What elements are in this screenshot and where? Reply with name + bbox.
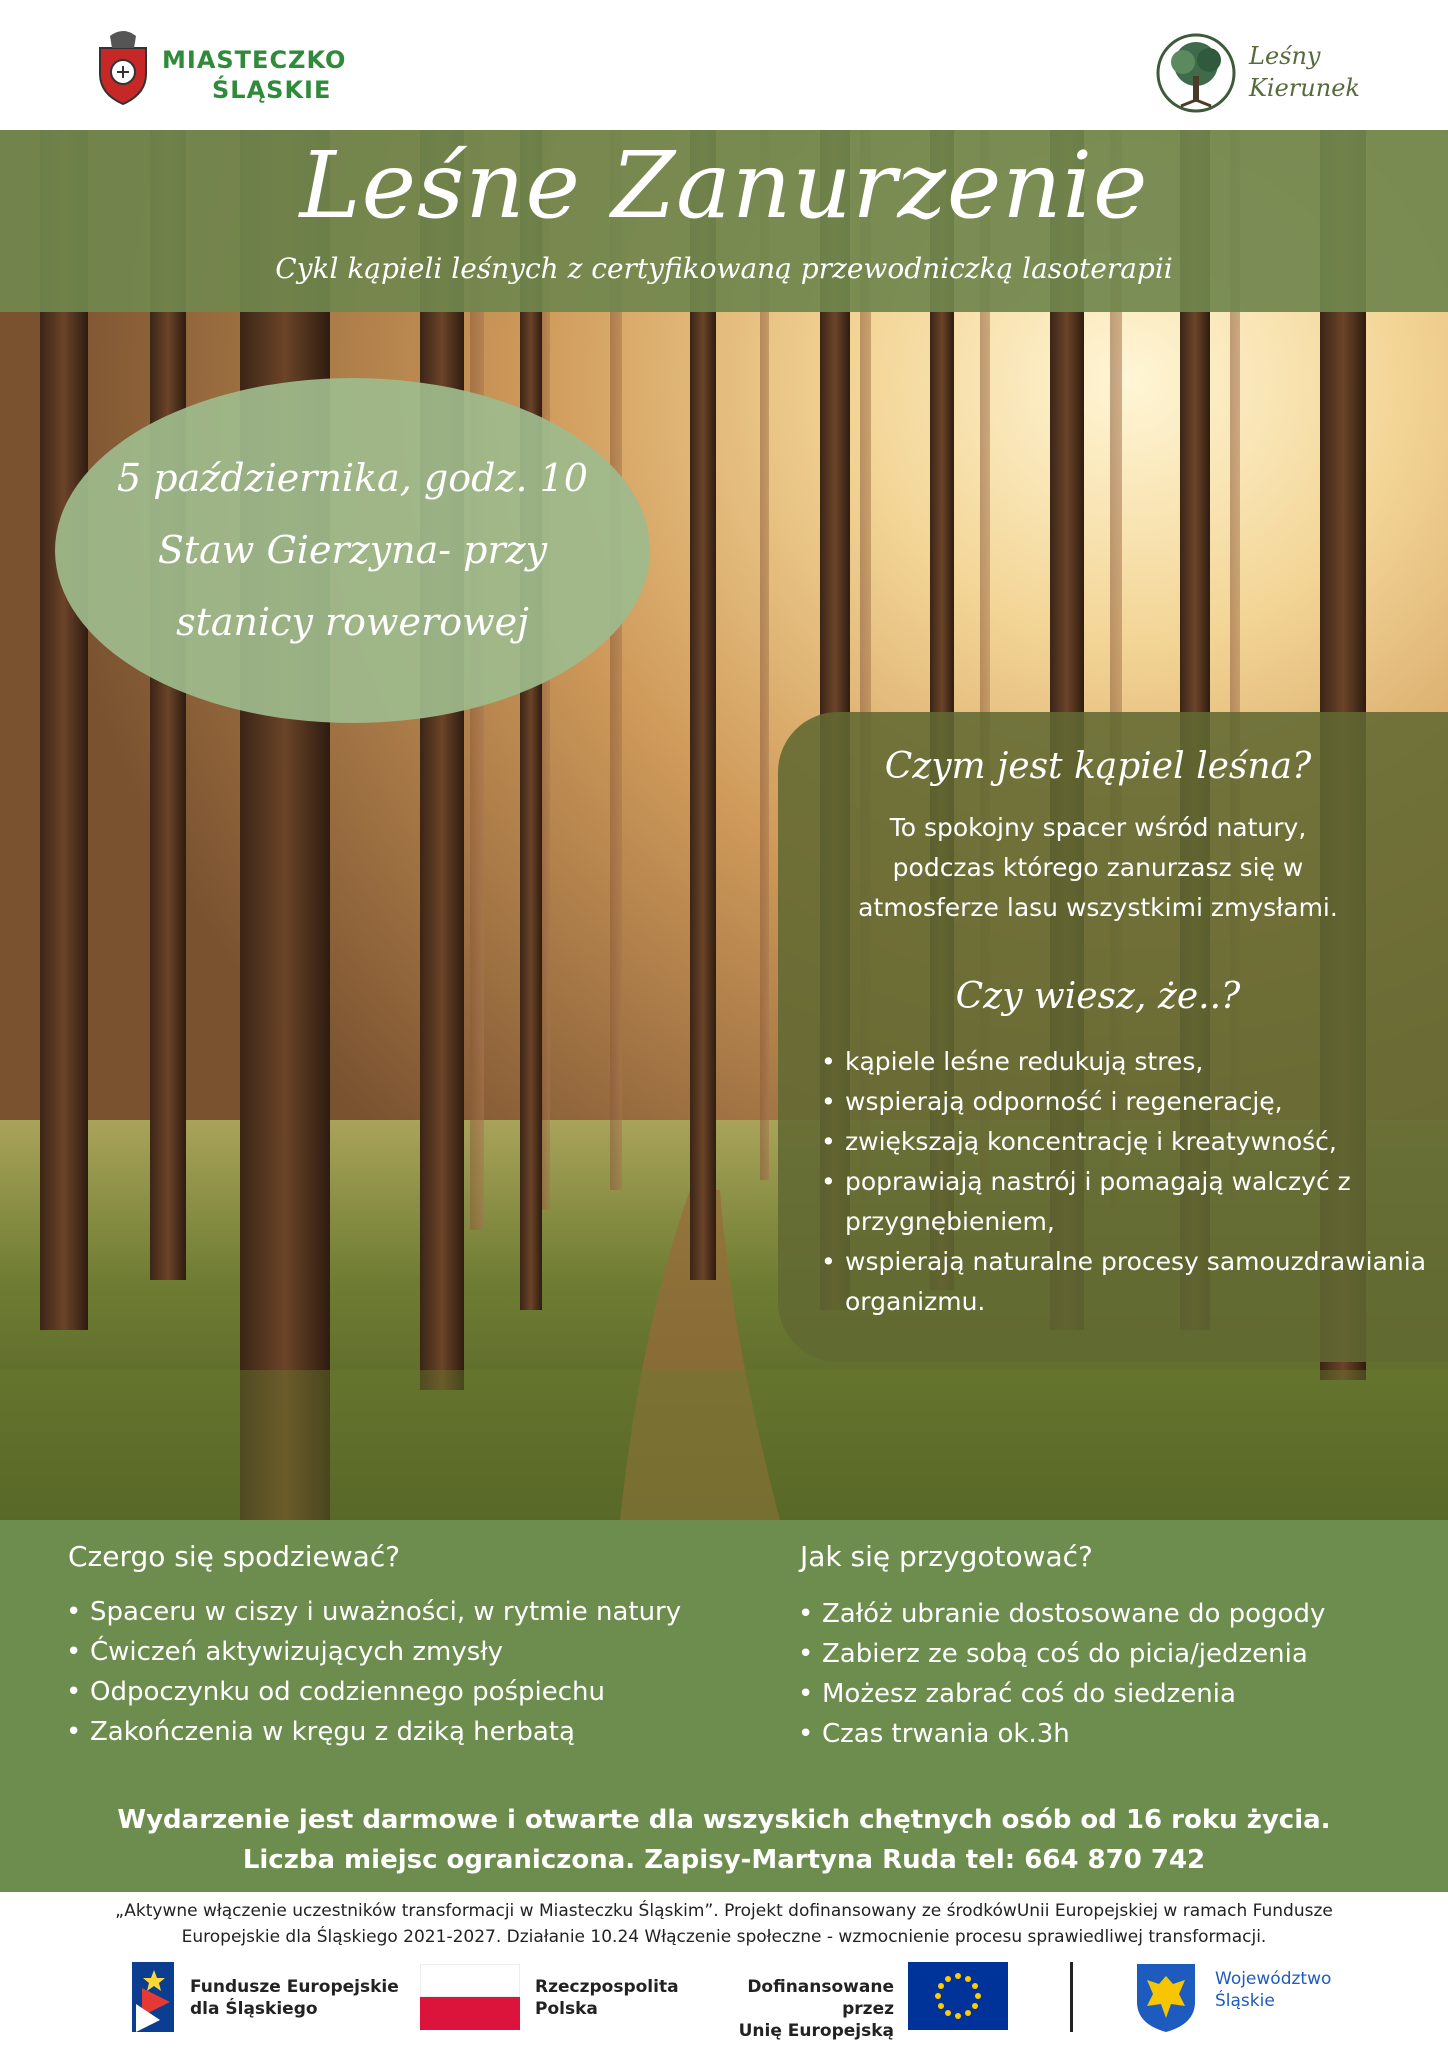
town-crest-icon [90, 28, 156, 108]
bullet-icon: • [821, 1247, 836, 1276]
question-did-you-know: Czy wiesz, że..? [955, 976, 1241, 1017]
bullet-icon: • [798, 1639, 814, 1669]
lesny-kierunek-logo [1155, 32, 1395, 122]
bullet-icon: • [66, 1637, 82, 1667]
facts-list [815, 1042, 1435, 1322]
list-item: • Załóż ubranie dostosowane do pogody [792, 1594, 1412, 1634]
bullet-icon: • [821, 1047, 836, 1076]
fundusze-europejskie-icon [130, 1958, 176, 2036]
event-location-1: Staw Gierzyna- przy [157, 528, 548, 572]
bullet-icon: • [66, 1677, 82, 1707]
bullet-icon: • [798, 1679, 814, 1709]
prepare-heading: Jak się przygotować? [800, 1540, 1093, 1573]
list-item: • Zabierz ze sobą coś do picia/jedzenia [792, 1634, 1412, 1674]
fundusze-label: Fundusze Europejskie dla Śląskiego [190, 1977, 399, 2019]
project-info [30, 1898, 1418, 1950]
logo-line-2: ŚLĄSKIE [212, 76, 332, 104]
project-line-2: Europejskie dla Śląskiego 2021-2027. Działanie 10.24 Włączenie społeczne - wzmocnienie procesu sprawiedliwej transformacji. [181, 1927, 1267, 1947]
bullet-icon: • [798, 1599, 814, 1629]
intro-text [778, 808, 1418, 928]
project-line-1: „Aktywne włączenie uczestników transformacji w Miasteczku Śląskim”. Projekt dofinansowany ze środkówUnii Europejskiej w ramach Fundusze [115, 1901, 1333, 1921]
list-item: • poprawiają nastrój i pomagają walczyć z przygnębieniem, [815, 1162, 1435, 1242]
intro-line: To spokojny spacer wśród natury, [889, 813, 1307, 842]
tree-logo-icon [1155, 32, 1237, 114]
bullet-icon: • [66, 1717, 82, 1747]
bullet-icon: • [821, 1127, 836, 1156]
logo-line-1: MIASTECZKO [162, 46, 347, 74]
list-item: • kąpiele leśne redukują stres, [815, 1042, 1435, 1082]
list-item: • Możesz zabrać coś do siedzenia [792, 1674, 1412, 1714]
list-item: • Spaceru w ciszy i uważności, w rytmie natury [60, 1592, 740, 1632]
question-what-is: Czym jest kąpiel leśna? [884, 746, 1312, 787]
list-item: • Ćwiczeń aktywizujących zmysły [60, 1632, 740, 1672]
eu-funding-label: Dofinansowane przez Unię Europejską [738, 1977, 894, 2041]
page-subtitle: Cykl kąpieli leśnych z certyfikowaną przewodniczką lasoterapii [275, 252, 1173, 285]
bullet-icon: • [66, 1597, 82, 1627]
list-item: • Czas trwania ok.3h [792, 1714, 1412, 1754]
intro-line: podczas którego zanurzasz się w [892, 853, 1304, 882]
registration-note [0, 1800, 1448, 1880]
miasteczko-slaskie-logo [90, 28, 350, 118]
expect-list [60, 1592, 740, 1752]
bullet-icon: • [798, 1719, 814, 1749]
logo-word-1: Leśny [1249, 42, 1321, 70]
silesian-eagle-icon [1135, 1962, 1197, 2034]
wojewodztwo-label: Województwo Śląskie [1215, 1969, 1332, 2011]
event-date: 5 października, godz. 10 [117, 456, 588, 500]
logo-word-2: Kierunek [1249, 74, 1360, 102]
bullet-icon: • [821, 1167, 836, 1196]
note-line-1: Wydarzenie jest darmowe i otwarte dla wszyskich chętnych osób od 16 roku życia. [117, 1805, 1331, 1835]
divider [1070, 1962, 1073, 2032]
funders-bar [0, 1950, 1448, 2048]
expect-heading: Czergo się spodziewać? [68, 1540, 401, 1573]
list-item: • Zakończenia w kręgu z dziką herbatą [60, 1712, 740, 1752]
list-item: • wspierają naturalne procesy samouzdrawiania organizmu. [815, 1242, 1435, 1322]
list-item: • Odpoczynku od codziennego pośpiechu [60, 1672, 740, 1712]
note-line-2: Liczba miejsc ograniczona. Zapisy-Martyna Ruda tel: 664 870 742 [242, 1845, 1206, 1875]
bullet-icon: • [821, 1087, 836, 1116]
prepare-list [792, 1594, 1412, 1754]
event-location-2: stanicy rowerowej [176, 600, 529, 644]
intro-line: atmosferze lasu wszystkimi zmysłami. [858, 893, 1338, 922]
eu-flag-icon [908, 1962, 1008, 2030]
list-item: • zwiększają koncentrację i kreatywność, [815, 1122, 1435, 1162]
polish-flag-icon [420, 1964, 520, 2030]
event-details [55, 442, 650, 658]
list-item: • wspierają odporność i regenerację, [815, 1082, 1435, 1122]
page-title: Leśne Zanurzenie [299, 132, 1149, 239]
rzeczpospolita-label: Rzeczpospolita Polska [535, 1977, 679, 2019]
